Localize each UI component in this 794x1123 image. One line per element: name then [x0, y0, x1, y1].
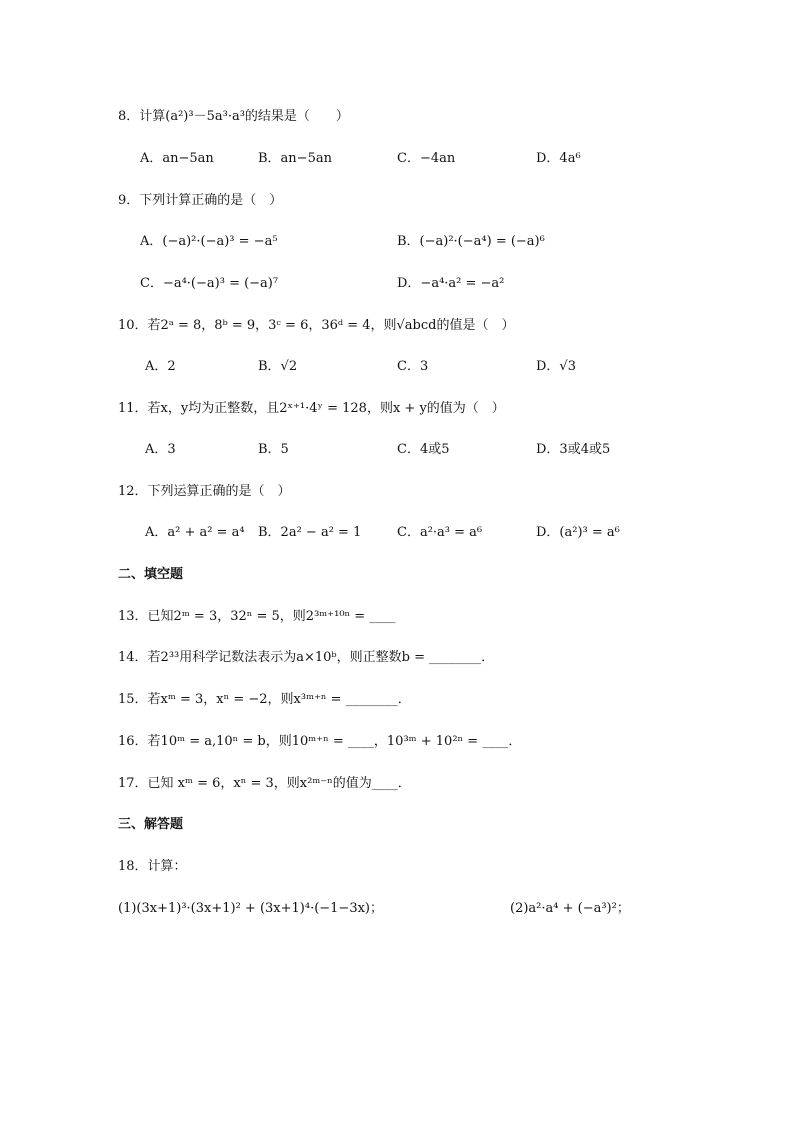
section-heading-fill-in: 二、填空题	[118, 567, 184, 582]
q11-option-d: D．3或4或5	[536, 442, 611, 457]
question-9-stem: 9．下列计算正确的是（ ）	[118, 193, 283, 208]
question-8-stem: 8．计算(a²)³－5a³·a³的结果是（ ）	[118, 109, 349, 124]
q9-option-d: D．−a⁴·a² = −a²	[397, 276, 505, 291]
q12-option-b: B．2a² − a² = 1	[258, 525, 362, 540]
q11-option-a: A．3	[145, 442, 176, 457]
q12-option-a: A．a² + a² = a⁴	[145, 525, 245, 540]
q12-option-c: C．a²·a³ = a⁶	[397, 525, 483, 540]
q8-option-a: A．an−5an	[140, 151, 214, 166]
q11-option-c: C．4或5	[397, 442, 450, 457]
question-16: 16．若10ᵐ = a,10ⁿ = b，则10ᵐ⁺ⁿ = ____，10³ᵐ + 10²ⁿ = ____．	[118, 734, 522, 749]
q11-option-b: B．5	[258, 442, 289, 457]
question-17: 17．已知 xᵐ = 6，xⁿ = 3，则x²ᵐ⁻ⁿ的值为____．	[118, 776, 411, 791]
question-18-part-1: (1)(3x+1)³·(3x+1)² + (3x+1)⁴·(−1−3x)；	[118, 901, 384, 916]
q10-option-c: C．3	[397, 359, 429, 374]
q9-option-a: A．(−a)²·(−a)³ = −a⁵	[140, 234, 278, 249]
q12-option-d: D．(a²)³ = a⁶	[536, 525, 620, 540]
question-14: 14．若2³³用科学记数法表示为a×10ᵇ，则正整数b = ________．	[118, 650, 495, 665]
q9-option-c: C．−a⁴·(−a)³ = (−a)⁷	[140, 276, 279, 291]
q10-option-d: D．√3	[536, 359, 576, 374]
question-11-stem: 11．若x，y均为正整数，且2ˣ⁺¹·4ʸ = 128，则x + y的值为（ ）	[118, 401, 505, 416]
question-12-stem: 12．下列运算正确的是（ ）	[118, 484, 291, 499]
q10-option-a: A．2	[145, 359, 176, 374]
question-18-stem: 18．计算：	[118, 859, 187, 874]
question-15: 15．若xᵐ = 3，xⁿ = −2，则x³ᵐ⁺ⁿ = ________．	[118, 692, 411, 707]
q10-option-b: B．√2	[258, 359, 298, 374]
q8-option-d: D．4a⁶	[536, 151, 581, 166]
question-13: 13．已知2ᵐ = 3，32ⁿ = 5，则2³ᵐ⁺¹⁰ⁿ = ____	[118, 609, 396, 624]
question-10-stem: 10．若2ᵃ = 8，8ᵇ = 9，3ᶜ = 6，36ᵈ = 4，则√abcd的值是（ ）	[118, 318, 515, 333]
q8-option-b: B．an−5an	[258, 151, 332, 166]
q8-option-c: C．−4an	[397, 151, 456, 166]
question-18-part-2: (2)a²·a⁴ + (−a³)²；	[510, 901, 630, 916]
q9-option-b: B．(−a)²·(−a⁴) = (−a)⁶	[397, 234, 545, 249]
section-heading-solve: 三、解答题	[118, 817, 184, 832]
